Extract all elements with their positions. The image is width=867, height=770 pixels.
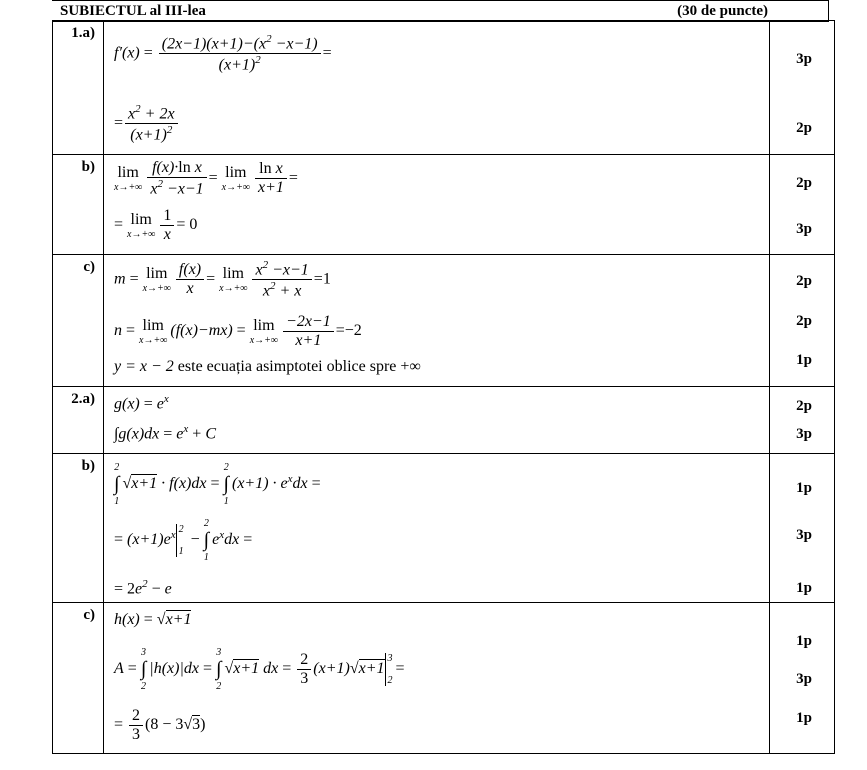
points-value: 1p (796, 480, 812, 496)
table-row (53, 603, 835, 754)
points-value: 2p (796, 273, 812, 289)
points-value: 1p (796, 710, 812, 726)
points-value: 1p (796, 580, 812, 596)
solution-line: y = x − 2 este ecuația asimptotei oblice spre +∞ (114, 358, 421, 375)
section-title: SUBIECTUL al III-lea (60, 3, 206, 19)
solution-line: $g(x) = e^x$ (114, 393, 169, 413)
section-points: (30 de puncte) (677, 3, 768, 19)
solution-cell (104, 255, 770, 387)
item-label: 2.a) (53, 387, 104, 454)
points-cell (770, 155, 835, 255)
points-cell (770, 255, 835, 387)
points-value: 3p (796, 51, 812, 67)
points-value: 2p (796, 120, 812, 136)
points-value: 2p (796, 313, 812, 329)
item-label: 1.a) (53, 21, 104, 155)
points-value: 3p (796, 527, 812, 543)
points-value: 3p (796, 671, 812, 687)
item-label: b) (53, 454, 104, 603)
points-cell (770, 387, 835, 454)
item-label: c) (53, 603, 104, 754)
points-cell (770, 454, 835, 603)
solution-line: lim x→+∞ $\frac{\text{f(x)·ln x}}{x^2 -x-1}$ = lim x→+∞ $\frac{\text{ln x}}{x+1}$ = (114, 159, 298, 198)
solution-line: n = lim x→+∞ (f(x)−mx) = lim x→+∞ $\frac{-2x-1}{x+1}$ =−2 (114, 313, 362, 349)
item-label: b) (53, 155, 104, 255)
header-bar (52, 0, 829, 22)
points-value: 2p (796, 175, 812, 191)
solution-cell (104, 387, 770, 454)
points-value: 2p (796, 398, 812, 414)
solution-cell (104, 603, 770, 754)
solution-line: f′(x) = $\frac{(2x-1)(x+1)-(x^2 -x-1)}{(x+1)^2}$ = (114, 33, 332, 74)
solution-cell (104, 21, 770, 155)
points-value: 3p (796, 426, 812, 442)
solution-cell (104, 155, 770, 255)
solution-cell (104, 454, 770, 603)
barem-table (52, 20, 835, 754)
points-value: 3p (796, 221, 812, 237)
points-value: 1p (796, 352, 812, 368)
solution-line: m = lim x→+∞ $\frac{f(x)}{x}$ = lim x→+∞ $\frac{x^2 -x-1}{x^2 + x}$ =1 (114, 259, 331, 300)
solution-line: = $\frac{2}{3}$ (8 − 3√3) (114, 707, 206, 743)
item-label: c) (53, 255, 104, 387)
solution-line: = $2e^2 - e$ (114, 578, 172, 598)
solution-line: = $\frac{x^2 + 2x}{(x+1)^2}$ (114, 103, 180, 145)
table-row (53, 255, 835, 387)
table-row (53, 387, 835, 454)
points-cell (770, 603, 835, 754)
table-row (53, 155, 835, 255)
solution-line: h(x) = √x+1 (114, 611, 192, 628)
points-value: 1p (796, 633, 812, 649)
solution-line: $\int g(x)dx = e^x + C$ (114, 423, 216, 443)
solution-line: A = 3 ∫ 2 |h(x)|dx = 3 ∫ 2 √x+1 dx = $\frac{2}{3}$ (x+1)√x+1 3 2 = (114, 647, 405, 692)
solution-line: = lim x→+∞ $\frac{1}{x}$ = 0 (114, 207, 198, 243)
table-row (53, 21, 835, 155)
points-cell (770, 21, 835, 155)
table-row (53, 454, 835, 603)
solution-line: = $(x+1)e^x$ 2 1 − 2 ∫ 1 $e^xdx$ = (114, 518, 253, 563)
solution-line: 2 ∫ 1 √x+1 · f(x)dx = 2 ∫ 1 $(x+1) \cdot e^xdx$ = (114, 462, 321, 507)
